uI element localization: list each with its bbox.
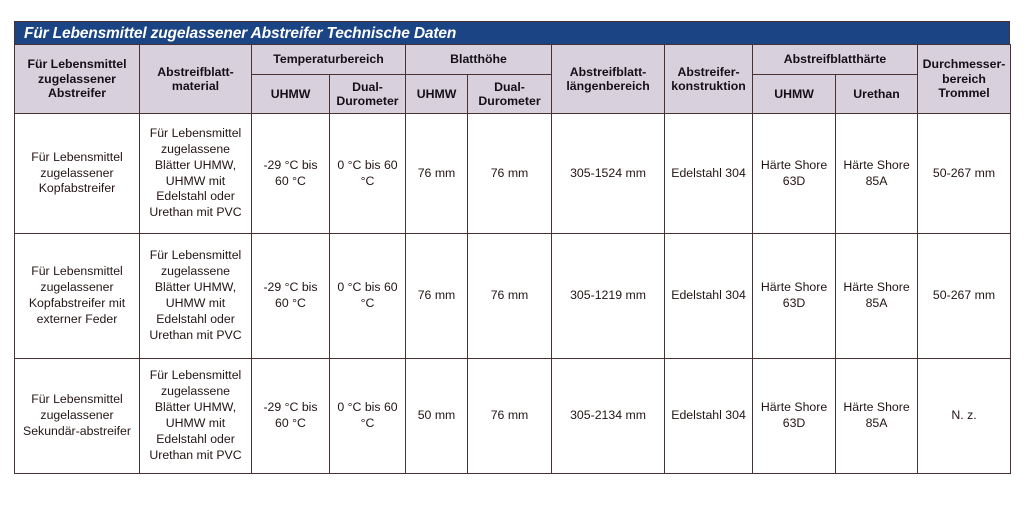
spec-table-container [14,21,1010,474]
cell-scraper-construction: Edelstahl 304 [665,114,753,234]
cell-scraper-construction: Edelstahl 304 [665,359,753,474]
header-blade-length-range: Abstreifblatt-längenbereich [552,45,665,114]
cell-blade-material: Für Lebensmittel zugelassene Blätter UHMW, UHMW mit Edelstahl oder Urethan mit PVC [140,114,252,234]
cell-scraper-name: Für Lebensmittel zugelassener Sekundär-abstreifer [15,359,140,474]
table-row [15,114,1011,234]
cell-temperature-uhmw: -29 °C bis 60 °C [252,359,330,474]
cell-blade-height-uhmw: 76 mm [406,234,468,359]
cell-scraper-construction: Edelstahl 304 [665,234,753,359]
cell-blade-length-range: 305-1524 mm [552,114,665,234]
table-row [15,359,1011,474]
cell-scraper-name: Für Lebensmittel zugelassener Kopfabstreifer [15,114,140,234]
cell-temperature-dual-durometer: 0 °C bis 60 °C [330,114,406,234]
cell-drum-diameter-range: 50-267 mm [918,114,1011,234]
header-scraper-name: Für Lebensmittel zugelassener Abstreifer [15,45,140,114]
cell-temperature-uhmw: -29 °C bis 60 °C [252,234,330,359]
cell-temperature-uhmw: -29 °C bis 60 °C [252,114,330,234]
header-group-blade-height: Blatthöhe [406,45,552,75]
cell-hardness-urethane: Härte Shore 85A [836,234,918,359]
technical-data-table [14,44,1011,474]
cell-blade-material: Für Lebensmittel zugelassene Blätter UHMW, UHMW mit Edelstahl oder Urethan mit PVC [140,359,252,474]
header-temperature-dual-durometer: Dual-Durometer [330,75,406,114]
table-row [15,234,1011,359]
cell-blade-height-dual-durometer: 76 mm [468,114,552,234]
cell-hardness-uhmw: Härte Shore 63D [753,234,836,359]
cell-hardness-urethane: Härte Shore 85A [836,359,918,474]
cell-hardness-uhmw: Härte Shore 63D [753,359,836,474]
cell-temperature-dual-durometer: 0 °C bis 60 °C [330,234,406,359]
header-hardness-urethane: Urethan [836,75,918,114]
table-title-bar [14,21,1010,44]
cell-blade-height-uhmw: 50 mm [406,359,468,474]
header-drum-diameter-range: Durchmesser-bereich Trommel [918,45,1011,114]
cell-drum-diameter-range: N. z. [918,359,1011,474]
cell-blade-height-dual-durometer: 76 mm [468,359,552,474]
header-group-temperature-range: Temperaturbereich [252,45,406,75]
cell-hardness-uhmw: Härte Shore 63D [753,114,836,234]
cell-scraper-name: Für Lebensmittel zugelassener Kopfabstreifer mit externer Feder [15,234,140,359]
cell-hardness-urethane: Härte Shore 85A [836,114,918,234]
cell-blade-material: Für Lebensmittel zugelassene Blätter UHMW, UHMW mit Edelstahl oder Urethan mit PVC [140,234,252,359]
cell-blade-height-uhmw: 76 mm [406,114,468,234]
cell-temperature-dual-durometer: 0 °C bis 60 °C [330,359,406,474]
header-group-blade-hardness: Abstreifblatthärte [753,45,918,75]
table-body [15,114,1011,474]
cell-blade-height-dual-durometer: 76 mm [468,234,552,359]
header-hardness-uhmw: UHMW [753,75,836,114]
header-blade-height-dual-durometer: Dual-Durometer [468,75,552,114]
header-blade-material: Abstreifblatt-material [140,45,252,114]
header-scraper-construction: Abstreifer-konstruktion [665,45,753,114]
cell-blade-length-range: 305-2134 mm [552,359,665,474]
header-blade-height-uhmw: UHMW [406,75,468,114]
table-header [15,45,1011,114]
cell-drum-diameter-range: 50-267 mm [918,234,1011,359]
page-title: Für Lebensmittel zugelassener Abstreifer Technische Daten [24,25,457,42]
cell-blade-length-range: 305-1219 mm [552,234,665,359]
header-temperature-uhmw: UHMW [252,75,330,114]
header-row-group [15,45,1011,75]
